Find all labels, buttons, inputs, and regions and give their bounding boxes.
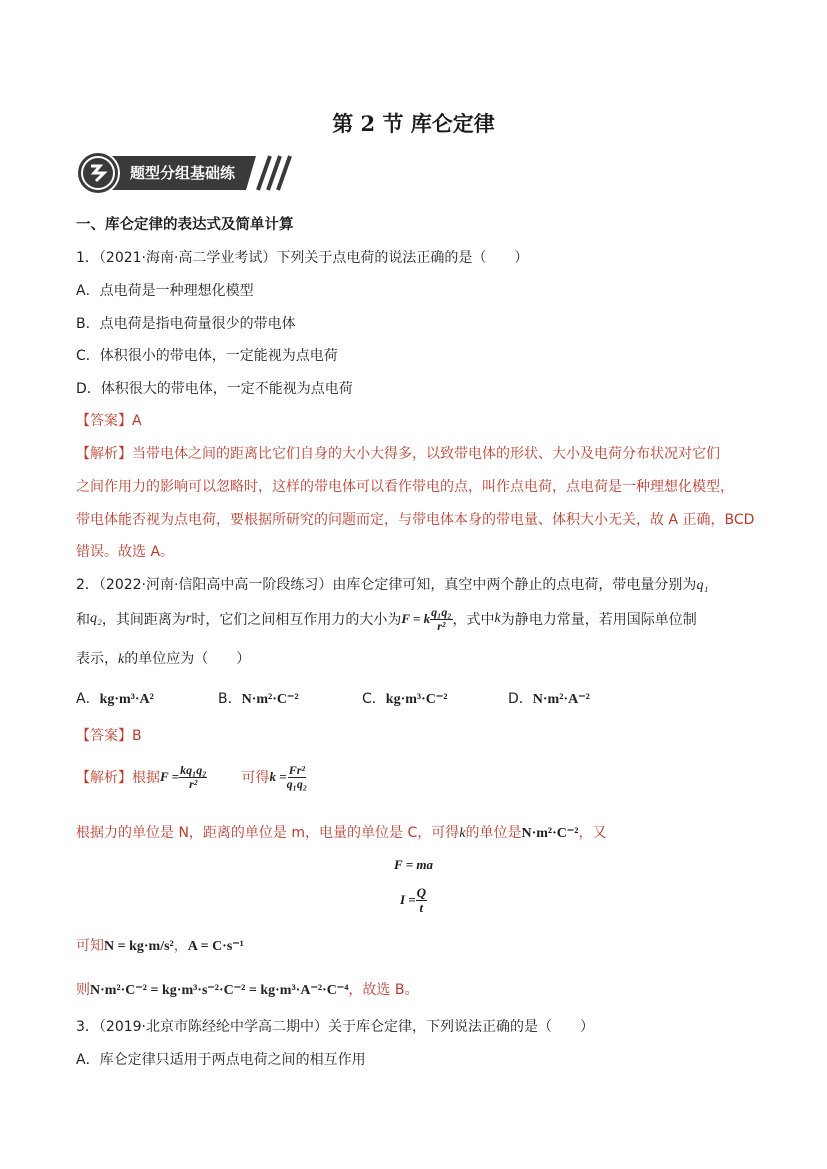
q2-q1-symbol: q₁ xyxy=(696,578,709,593)
q2-exp2-text-b: 的单位是 xyxy=(465,825,522,841)
q1-explanation-line2: 之间作用力的影响可以忽略时，这样的带电体可以看作带电的点，叫作点电荷，点电荷是一种理想化模型， xyxy=(76,479,734,495)
q2-explanation-line1 xyxy=(76,764,307,790)
section-heading: 一、库仑定律的表达式及简单计算 xyxy=(76,217,294,233)
q2-formula-numerator: q₁q₂ xyxy=(431,605,452,619)
q2-exp-formula1 xyxy=(179,764,207,790)
q2-formula-lhs: F = k xyxy=(401,611,431,627)
q2-stem-line2 xyxy=(76,606,697,632)
q1-explanation-line3: 带电体能否视为点电荷，要根据所研究的问题而定，与带电体本身的带电量、体积大小无关，故 A 正确，BCD xyxy=(76,512,755,528)
q2-option-c-unit: kg·m³·C⁻² xyxy=(385,692,448,707)
q2-equation-2-lhs: I = xyxy=(399,892,416,908)
q2-answer: 【答案】B xyxy=(76,728,142,744)
q2-exp-formula1-numerator: kq₁q₂ xyxy=(180,763,207,777)
q2-exp2-text-c: ，又 xyxy=(578,825,607,841)
q2-stem-line3 xyxy=(76,648,250,668)
q1-answer: 【答案】A xyxy=(76,413,142,429)
q2-explanation-line3 xyxy=(76,935,244,955)
q2-exp2-k-symbol: k xyxy=(459,826,466,841)
page-title: 第 2 节 库仑定律 xyxy=(332,111,495,136)
q2-stem-text2c: 时，它们之间相互作用力的大小为 xyxy=(191,612,402,629)
q2-exp3-formula2: A = C·s⁻¹ xyxy=(187,939,244,954)
q2-exp-formula2-lhs: k = xyxy=(269,769,287,785)
q1-option-a: A．点电荷是一种理想化模型 xyxy=(76,283,254,299)
q2-stem-text2d: ，式中 xyxy=(452,612,495,629)
q2-exp4-formula: N·m²·C⁻² = kg·m³·s⁻²·C⁻² = kg·m³·A⁻²·C⁻⁴ xyxy=(90,983,349,998)
q2-equation-2-denominator: t xyxy=(419,899,424,915)
q2-formula-fraction xyxy=(430,606,452,632)
q2-stem-text3b: 的单位应为（ ） xyxy=(124,651,251,667)
q2-exp3-formula1: N = kg·m/s² xyxy=(104,939,174,954)
q2-k-symbol-2: k xyxy=(118,652,125,667)
q2-exp-formula1-denominator: r² xyxy=(189,776,198,791)
q2-option-d-unit: N·m²·A⁻² xyxy=(532,692,590,707)
section-banner xyxy=(76,151,292,195)
q2-q2-symbol: q₂ xyxy=(90,611,102,627)
q2-exp3-text: 可知 xyxy=(76,938,104,954)
q2-exp-formula2-numerator: Fr² xyxy=(288,763,305,777)
q2-exp4-text-b: ，故选 B。 xyxy=(348,982,419,998)
q1-explanation-line1: 【解析】当带电体之间的距离比它们自身的大小大得多，以致带电体的形状、大小及电荷分布状况对它们 xyxy=(76,446,720,462)
q2-option-c: C．kg·m³·C⁻² xyxy=(362,691,448,707)
q1-stem: 1．（2021·海南·高二学业考试）下列关于点电荷的说法正确的是（ ） xyxy=(76,250,529,266)
q2-equation-1: F = ma xyxy=(394,857,433,872)
q1-option-d: D．体积很大的带电体，一定不能视为点电荷 xyxy=(76,381,353,397)
q1-explanation-line4: 错误。故选 A。 xyxy=(76,544,175,560)
q2-k-symbol: k xyxy=(494,611,501,627)
q2-exp-formula2-denominator: q₁q₂ xyxy=(286,776,308,791)
q2-explanation-line4 xyxy=(76,979,418,999)
q2-equation-2-fraction xyxy=(416,886,427,914)
q2-equation-2-numerator: Q xyxy=(416,885,427,900)
q2-formula-denominator: r² xyxy=(437,618,446,633)
banner-label: 题型分组基础练 xyxy=(130,164,236,182)
q2-exp3-separator: ， xyxy=(173,938,188,954)
q2-exp-formula1-lhs: F = xyxy=(160,769,180,785)
q2-exp-mid: 可得 xyxy=(241,770,270,787)
q2-option-a: A．kg·m³·A² xyxy=(76,691,154,707)
q2-stem-text2e: 为静电力常量，若用国际单位制 xyxy=(500,612,697,629)
q2-stem-line1 xyxy=(76,574,708,594)
q2-exp4-text-a: 则 xyxy=(76,982,90,998)
q2-exp2-unit: N·m²·C⁻² xyxy=(521,826,579,841)
q2-exp2-text-a: 根据力的单位是 N，距离的单位是 m，电量的单位是 C，可得 xyxy=(76,825,460,841)
q2-exp-label: 【解析】根据 xyxy=(76,770,160,787)
q3-option-a: A．库仑定律只适用于两点电荷之间的相互作用 xyxy=(76,1052,366,1068)
q2-option-a-unit: kg·m³·A² xyxy=(99,692,154,707)
q1-option-c: C．体积很小的带电体，一定能视为点电荷 xyxy=(76,348,338,364)
q2-option-b-unit: N·m²·C⁻² xyxy=(241,692,299,707)
q2-r-symbol: r xyxy=(185,611,192,627)
q2-stem-text1: 2．（2022·河南·信阳高中高一阶段练习）由库仑定律可知，真空中两个静止的点电荷，带电量分别为 xyxy=(76,577,697,593)
q2-equation-2 xyxy=(0,886,827,914)
q2-explanation-line2 xyxy=(76,822,606,842)
q3-stem: 3．（2019·北京市陈经纶中学高二期中）关于库仑定律，下列说法正确的是（ ） xyxy=(76,1019,594,1035)
q1-option-b: B．点电荷是指电荷量很少的带电体 xyxy=(76,316,296,332)
q2-stem-text2a: 和 xyxy=(76,612,90,629)
q2-stem-text2b: ，其间距离为 xyxy=(101,612,186,629)
q2-option-b: B．N·m²·C⁻² xyxy=(218,691,299,707)
q2-stem-text3: 表示， xyxy=(76,651,118,667)
q2-exp-formula2 xyxy=(287,764,307,790)
q2-option-d: D．N·m²·A⁻² xyxy=(508,691,590,707)
